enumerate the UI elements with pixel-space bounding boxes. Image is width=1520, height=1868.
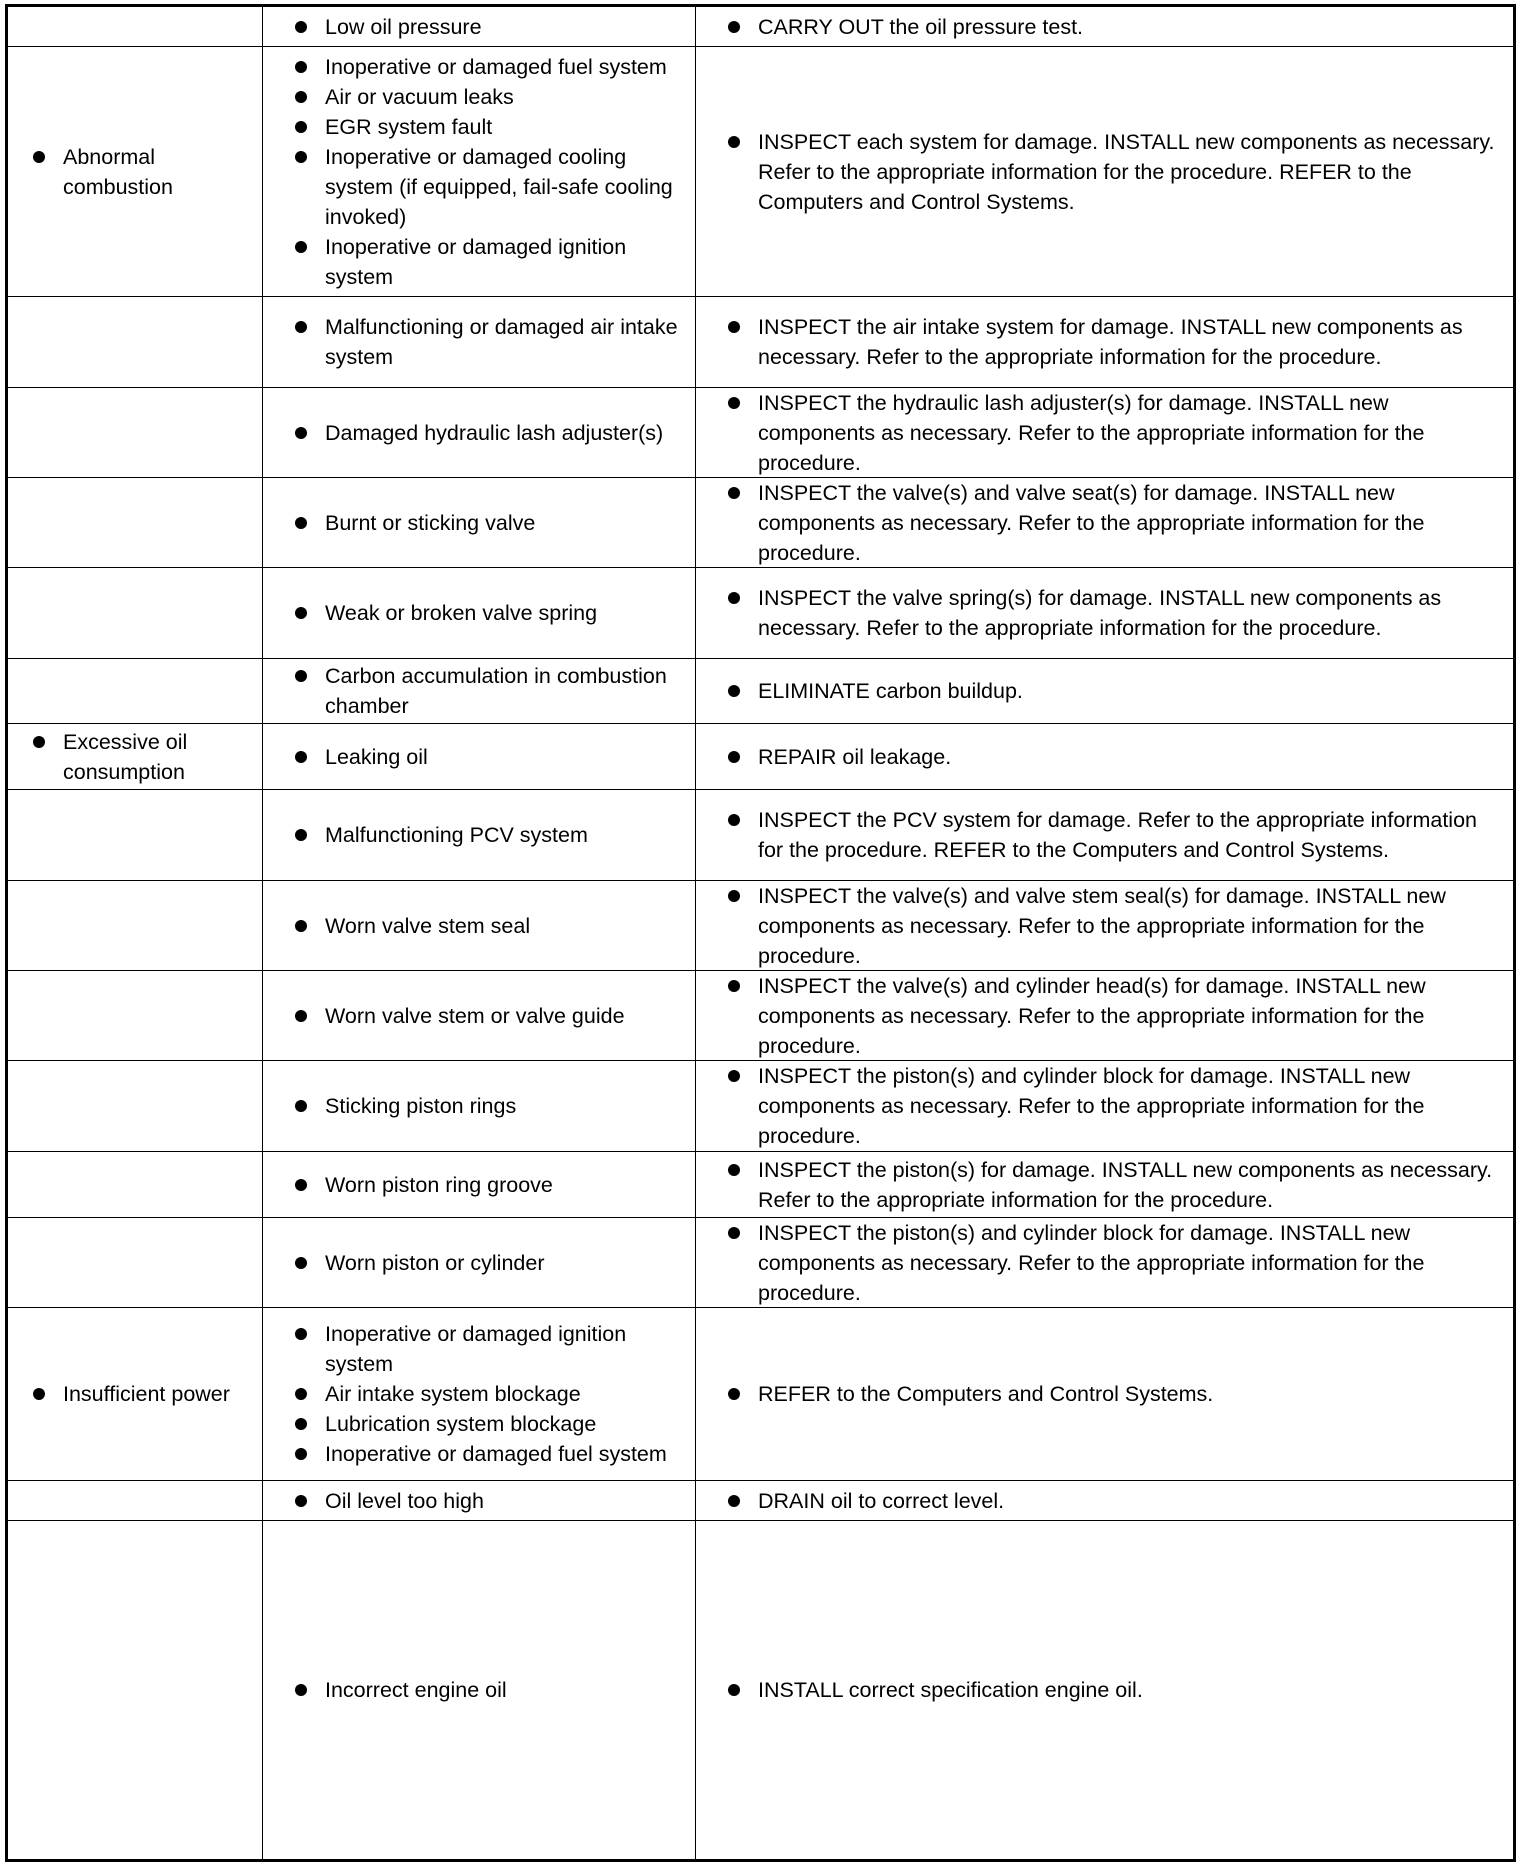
condition-cell — [8, 881, 263, 970]
cause-cell — [263, 881, 696, 970]
bullet-text: Weak or broken valve spring — [325, 601, 598, 625]
bullet-item — [726, 1155, 1505, 1215]
cause-cell — [263, 478, 696, 567]
bullet-icon — [728, 1070, 740, 1082]
bullet-text: Oil level too high — [325, 1488, 484, 1513]
bullet-item — [293, 1170, 687, 1200]
cause-cell — [263, 724, 696, 789]
bullet-text: Sticking piston rings — [325, 1094, 517, 1118]
bullet-icon — [295, 321, 307, 333]
bullet-item — [726, 388, 1505, 478]
action-cell — [696, 47, 1513, 296]
condition-cell — [8, 971, 263, 1060]
bullet-item — [293, 1486, 687, 1516]
bullet-text: Incorrect engine oil — [325, 1678, 507, 1702]
condition-cell — [8, 1481, 263, 1520]
bullet-icon — [728, 980, 740, 992]
table-row — [8, 1218, 1513, 1308]
table-row — [8, 1152, 1513, 1218]
condition-cell — [8, 724, 263, 789]
bullet-text: Worn valve stem or valve guide — [325, 1003, 625, 1028]
bullet-item — [293, 1001, 687, 1031]
action-cell — [696, 659, 1513, 723]
condition-cell — [8, 790, 263, 880]
bullet-text: Air intake system blockage — [325, 1382, 581, 1406]
bullet-item — [293, 1248, 687, 1278]
condition-cell — [8, 1308, 263, 1480]
cause-cell — [263, 971, 696, 1060]
bullet-icon — [295, 829, 307, 841]
bullet-item — [726, 805, 1505, 865]
bullet-text: INSPECT the piston(s) and cylinder block for damage. INSTALL new components as necessary. Refer to the appropriate information for the procedure. — [758, 1064, 1425, 1148]
bullet-item — [293, 1379, 687, 1409]
bullet-icon — [728, 685, 740, 697]
condition-cell — [8, 7, 263, 46]
cause-cell — [263, 297, 696, 387]
bullet-icon — [295, 151, 307, 163]
bullet-item — [293, 742, 687, 772]
table-row — [8, 568, 1513, 659]
bullet-icon — [295, 427, 307, 439]
table-row — [8, 388, 1513, 478]
cause-cell — [263, 388, 696, 477]
cause-cell — [263, 1308, 696, 1480]
action-cell — [696, 1308, 1513, 1480]
bullet-item — [293, 142, 687, 232]
bullet-item — [293, 1439, 687, 1469]
bullet-icon — [728, 814, 740, 826]
condition-cell — [8, 478, 263, 567]
bullet-item — [31, 727, 262, 787]
condition-cell — [8, 47, 263, 296]
bullet-item — [293, 232, 687, 292]
bullet-icon — [295, 21, 307, 33]
bullet-item — [31, 142, 262, 202]
bullet-item — [293, 1675, 687, 1705]
bullet-item — [31, 1379, 262, 1409]
bullet-text: INSPECT each system for damage. INSTALL new components as necessary. Refer to the appropriate information for the procedure. REFER to the Computers and Control Systems. — [758, 129, 1495, 214]
bullet-icon — [728, 136, 740, 148]
bullet-text: INSPECT the valve(s) and valve seat(s) for damage. INSTALL new components as necessary. Refer to the appropriate information for the procedure. — [758, 480, 1425, 565]
bullet-text: Inoperative or damaged fuel system — [325, 54, 667, 79]
condition-cell — [8, 388, 263, 477]
bullet-item — [726, 881, 1505, 971]
bullet-icon — [295, 241, 307, 253]
bullet-item — [726, 1218, 1505, 1308]
bullet-text: Inoperative or damaged ignition system — [325, 1322, 627, 1376]
bullet-item — [293, 508, 687, 538]
bullet-text: Malfunctioning or damaged air intake system — [325, 315, 678, 369]
action-cell — [696, 568, 1513, 658]
table-row — [8, 1521, 1513, 1859]
bullet-icon — [295, 1684, 307, 1696]
bullet-item — [726, 127, 1505, 217]
cause-cell — [263, 1481, 696, 1520]
bullet-item — [726, 478, 1505, 568]
bullet-item — [293, 52, 687, 82]
bullet-text: EGR system fault — [325, 114, 493, 139]
bullet-text: INSTALL correct specification engine oil. — [758, 1678, 1143, 1702]
condition-cell — [8, 1218, 263, 1307]
bullet-text: Insufficient power — [63, 1382, 230, 1406]
bullet-item — [726, 1675, 1505, 1705]
bullet-text: INSPECT the valve(s) and cylinder head(s) for damage. INSTALL new components as necessary. Refer to the appropriate information for the procedure. — [758, 973, 1426, 1058]
bullet-icon — [295, 1010, 307, 1022]
bullet-text: CARRY OUT the oil pressure test. — [758, 14, 1084, 39]
bullet-icon — [295, 1448, 307, 1460]
bullet-icon — [728, 1164, 740, 1176]
table-row — [8, 724, 1513, 790]
bullet-icon — [295, 1257, 307, 1269]
bullet-icon — [728, 397, 740, 409]
bullet-icon — [728, 21, 740, 33]
bullet-icon — [295, 517, 307, 529]
table-row — [8, 971, 1513, 1061]
bullet-text: Low oil pressure — [325, 14, 482, 39]
bullet-icon — [295, 121, 307, 133]
table-row — [8, 790, 1513, 881]
bullet-text: INSPECT the piston(s) for damage. INSTALL new components as necessary. Refer to the appropriate information for the procedure. — [758, 1157, 1493, 1212]
bullet-text: INSPECT the valve(s) and valve stem seal(s) for damage. INSTALL new components as necessary. Refer to the appropriate information for the procedure. — [758, 883, 1446, 968]
condition-cell — [8, 659, 263, 723]
action-cell — [696, 478, 1513, 567]
bullet-item — [726, 971, 1505, 1061]
bullet-icon — [728, 592, 740, 604]
bullet-text: INSPECT the piston(s) and cylinder block for damage. INSTALL new components as necessary. Refer to the appropriate information for the procedure. — [758, 1220, 1425, 1305]
table-row — [8, 1061, 1513, 1152]
bullet-icon — [295, 1179, 307, 1191]
bullet-icon — [295, 670, 307, 682]
bullet-icon — [728, 321, 740, 333]
action-cell — [696, 790, 1513, 880]
bullet-text: Abnormal combustion — [63, 144, 173, 199]
bullet-text: Malfunctioning PCV system — [325, 823, 588, 847]
action-cell — [696, 881, 1513, 970]
cause-cell — [263, 1152, 696, 1217]
bullet-item — [293, 661, 687, 721]
bullet-item — [293, 598, 687, 628]
condition-cell — [8, 1152, 263, 1217]
bullet-item — [726, 1379, 1505, 1409]
bullet-item — [726, 1486, 1505, 1516]
bullet-icon — [295, 1328, 307, 1340]
action-cell — [696, 1218, 1513, 1307]
action-cell — [696, 1061, 1513, 1151]
bullet-icon — [295, 751, 307, 763]
bullet-item — [293, 1319, 687, 1379]
action-cell — [696, 724, 1513, 789]
table-row — [8, 659, 1513, 724]
bullet-text: ELIMINATE carbon buildup. — [758, 679, 1023, 703]
bullet-text: Damaged hydraulic lash adjuster(s) — [325, 420, 664, 445]
bullet-icon — [33, 736, 45, 748]
bullet-icon — [295, 1388, 307, 1400]
bullet-text: Worn valve stem seal — [325, 913, 531, 938]
bullet-text: Burnt or sticking valve — [325, 510, 536, 535]
action-cell — [696, 1521, 1513, 1859]
bullet-icon — [33, 1388, 45, 1400]
bullet-icon — [728, 1684, 740, 1696]
table-row — [8, 47, 1513, 297]
cause-cell — [263, 1218, 696, 1307]
bullet-item — [293, 312, 687, 372]
table-row — [8, 7, 1513, 47]
condition-cell — [8, 568, 263, 658]
bullet-item — [726, 1061, 1505, 1151]
table-row — [8, 881, 1513, 971]
condition-cell — [8, 297, 263, 387]
bullet-icon — [33, 151, 45, 163]
bullet-icon — [295, 61, 307, 73]
bullet-icon — [295, 1418, 307, 1430]
bullet-item — [726, 583, 1505, 643]
bullet-icon — [295, 1495, 307, 1507]
cause-cell — [263, 659, 696, 723]
cause-cell — [263, 1521, 696, 1859]
table-row — [8, 478, 1513, 568]
bullet-icon — [728, 1227, 740, 1239]
bullet-item — [293, 82, 687, 112]
bullet-icon — [728, 1388, 740, 1400]
bullet-text: INSPECT the PCV system for damage. Refer to the appropriate information for the procedure. REFER to the Computers and Control Systems. — [758, 808, 1477, 862]
bullet-icon — [728, 487, 740, 499]
bullet-text: REFER to the Computers and Control Systems. — [758, 1382, 1214, 1406]
action-cell — [696, 388, 1513, 477]
bullet-item — [293, 1091, 687, 1121]
bullet-text: Worn piston ring groove — [325, 1172, 553, 1197]
bullet-text: Air or vacuum leaks — [325, 84, 514, 109]
bullet-text: Worn piston or cylinder — [325, 1250, 545, 1275]
symptom-table — [5, 4, 1516, 1862]
bullet-text: Inoperative or damaged fuel system — [325, 1442, 667, 1466]
table-row — [8, 297, 1513, 388]
cause-cell — [263, 1061, 696, 1151]
bullet-item — [293, 1409, 687, 1439]
bullet-icon — [728, 890, 740, 902]
bullet-icon — [295, 607, 307, 619]
bullet-text: DRAIN oil to correct level. — [758, 1488, 1005, 1513]
bullet-text: INSPECT the valve spring(s) for damage. INSTALL new components as necessary. Refer to the appropriate information for the procedure. — [758, 586, 1442, 640]
bullet-text: Excessive oil consumption — [63, 729, 188, 784]
bullet-item — [293, 12, 687, 42]
cause-cell — [263, 790, 696, 880]
bullet-text: INSPECT the air intake system for damage. INSTALL new components as necessary. Refer to the appropriate information for the procedure. — [758, 315, 1463, 369]
bullet-item — [726, 12, 1505, 42]
bullet-text: Leaking oil — [325, 744, 428, 769]
cause-cell — [263, 7, 696, 46]
bullet-item — [293, 820, 687, 850]
bullet-item — [293, 112, 687, 142]
bullet-icon — [295, 1100, 307, 1112]
action-cell — [696, 1481, 1513, 1520]
bullet-text: Lubrication system blockage — [325, 1412, 597, 1436]
action-cell — [696, 971, 1513, 1060]
action-cell — [696, 297, 1513, 387]
bullet-text: INSPECT the hydraulic lash adjuster(s) for damage. INSTALL new components as necessary. Refer to the appropriate information for the procedure. — [758, 390, 1425, 475]
bullet-text: REPAIR oil leakage. — [758, 744, 952, 769]
cause-cell — [263, 568, 696, 658]
bullet-icon — [295, 91, 307, 103]
action-cell — [696, 1152, 1513, 1217]
bullet-item — [293, 911, 687, 941]
bullet-item — [726, 312, 1505, 372]
bullet-item — [726, 742, 1505, 772]
action-cell — [696, 7, 1513, 46]
bullet-text: Carbon accumulation in combustion chamber — [325, 664, 667, 718]
bullet-text: Inoperative or damaged ignition system — [325, 234, 627, 289]
bullet-item — [293, 418, 687, 448]
condition-cell — [8, 1521, 263, 1859]
condition-cell — [8, 1061, 263, 1151]
cause-cell — [263, 47, 696, 296]
table-row — [8, 1481, 1513, 1521]
bullet-icon — [728, 751, 740, 763]
bullet-item — [726, 676, 1505, 706]
table-row — [8, 1308, 1513, 1481]
bullet-icon — [728, 1495, 740, 1507]
bullet-text: Inoperative or damaged cooling system (if equipped, fail-safe cooling invoked) — [325, 144, 673, 229]
bullet-icon — [295, 920, 307, 932]
